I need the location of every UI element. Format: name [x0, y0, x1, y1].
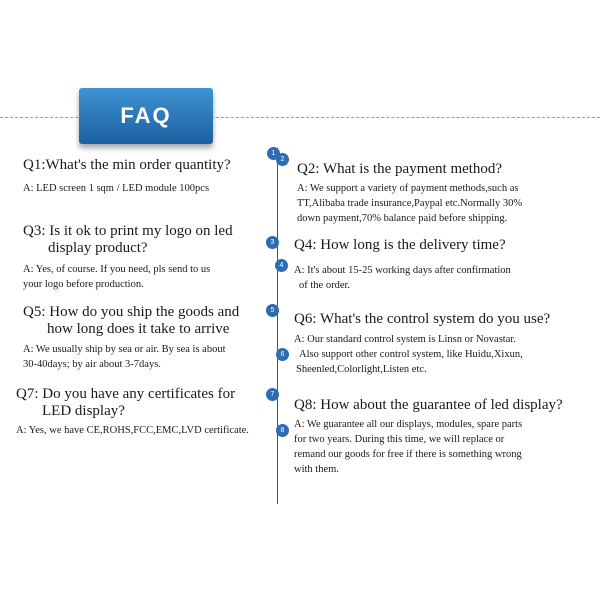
timeline-marker-3: 3	[266, 236, 279, 249]
faq-answer-6-line-1: A: Our standard control system is Linsn or Novastar.	[294, 334, 516, 345]
faq-question-3	[23, 223, 233, 257]
faq-question-1-line-1: Q1:What's the min order quantity?	[23, 157, 231, 173]
faq-question-5-line-1: Q5: How do you ship the goods and	[23, 304, 240, 320]
faq-answer-6	[294, 332, 523, 377]
faq-answer-7-line-1: A: Yes, we have CE,ROHS,FCC,EMC,LVD certificate.	[16, 425, 249, 436]
timeline-marker-4: 4	[275, 259, 288, 272]
timeline-marker-5: 5	[266, 304, 279, 317]
faq-answer-4	[294, 263, 511, 293]
faq-answer-5-line-2: 30-40days; by air about 3-7days.	[23, 359, 161, 370]
faq-question-2-line-1: Q2: What is the payment method?	[297, 161, 503, 177]
faq-answer-2-line-2: TT,Alibaba trade insurance,Paypal etc.Normally 30%	[297, 198, 523, 209]
timeline-marker-1: 1	[267, 147, 280, 160]
faq-answer-4-line-1: A: It's about 15-25 working days after confirmation	[294, 265, 511, 276]
faq-question-8-line-1: Q8: How about the guarantee of led display?	[294, 397, 563, 413]
faq-answer-2-line-3: down payment,70% balance paid before shipping.	[297, 213, 508, 224]
timeline-marker-8: 8	[276, 424, 289, 437]
faq-question-4	[294, 237, 506, 254]
faq-question-3-line-1: Q3: Is it ok to print my logo on led	[23, 223, 233, 239]
faq-answer-2-line-1: A: We support a variety of payment methods,such as	[297, 183, 519, 194]
timeline-marker-2: 2	[276, 153, 289, 166]
faq-answer-8-line-2: for two years. During this time, we will replace or	[294, 434, 505, 445]
timeline-marker-6: 6	[276, 348, 289, 361]
faq-question-1	[23, 157, 231, 174]
faq-answer-6-line-2: Also support other control system, like Huidu,Xixun,	[299, 349, 523, 360]
faq-answer-3-line-2: your logo before production.	[23, 279, 144, 290]
faq-answer-8-line-3: remand our goods for free if there is something wrong	[294, 449, 522, 460]
faq-question-5-line-2: how long does it take to arrive	[47, 321, 230, 337]
faq-answer-8	[294, 417, 522, 477]
faq-answer-6-line-3: Sheenled,Colorlight,Listen etc.	[296, 364, 427, 375]
faq-answer-5	[23, 342, 226, 372]
faq-question-4-line-1: Q4: How long is the delivery time?	[294, 237, 506, 253]
faq-question-6-line-1: Q6: What's the control system do you use?	[294, 311, 551, 327]
faq-question-5	[23, 304, 239, 338]
faq-title-banner: FAQ	[79, 88, 213, 144]
faq-answer-8-line-4: with them.	[294, 464, 339, 475]
faq-answer-4-line-2: of the order.	[299, 280, 351, 291]
faq-answer-2	[297, 181, 522, 226]
faq-answer-5-line-1: A: We usually ship by sea or air. By sea is about	[23, 344, 226, 355]
faq-answer-1-line-1: A: LED screen 1 sqm / LED module 100pcs	[23, 183, 210, 194]
faq-question-7-line-2: LED display?	[42, 403, 125, 419]
faq-question-7	[16, 386, 235, 420]
faq-question-6	[294, 311, 550, 328]
faq-question-2	[297, 161, 502, 178]
faq-answer-8-line-1: A: We guarantee all our displays, modules, spare parts	[294, 419, 523, 430]
timeline-line	[277, 148, 278, 504]
faq-answer-1	[23, 181, 209, 196]
faq-question-8	[294, 397, 563, 414]
faq-answer-7	[16, 423, 249, 438]
faq-answer-3-line-1: A: Yes, of course. If you need, pls send to us	[23, 264, 211, 275]
timeline-marker-7: 7	[266, 388, 279, 401]
faq-question-7-line-1: Q7: Do you have any certificates for	[16, 386, 236, 402]
faq-question-3-line-2: display product?	[48, 240, 148, 256]
faq-answer-3	[23, 262, 210, 292]
